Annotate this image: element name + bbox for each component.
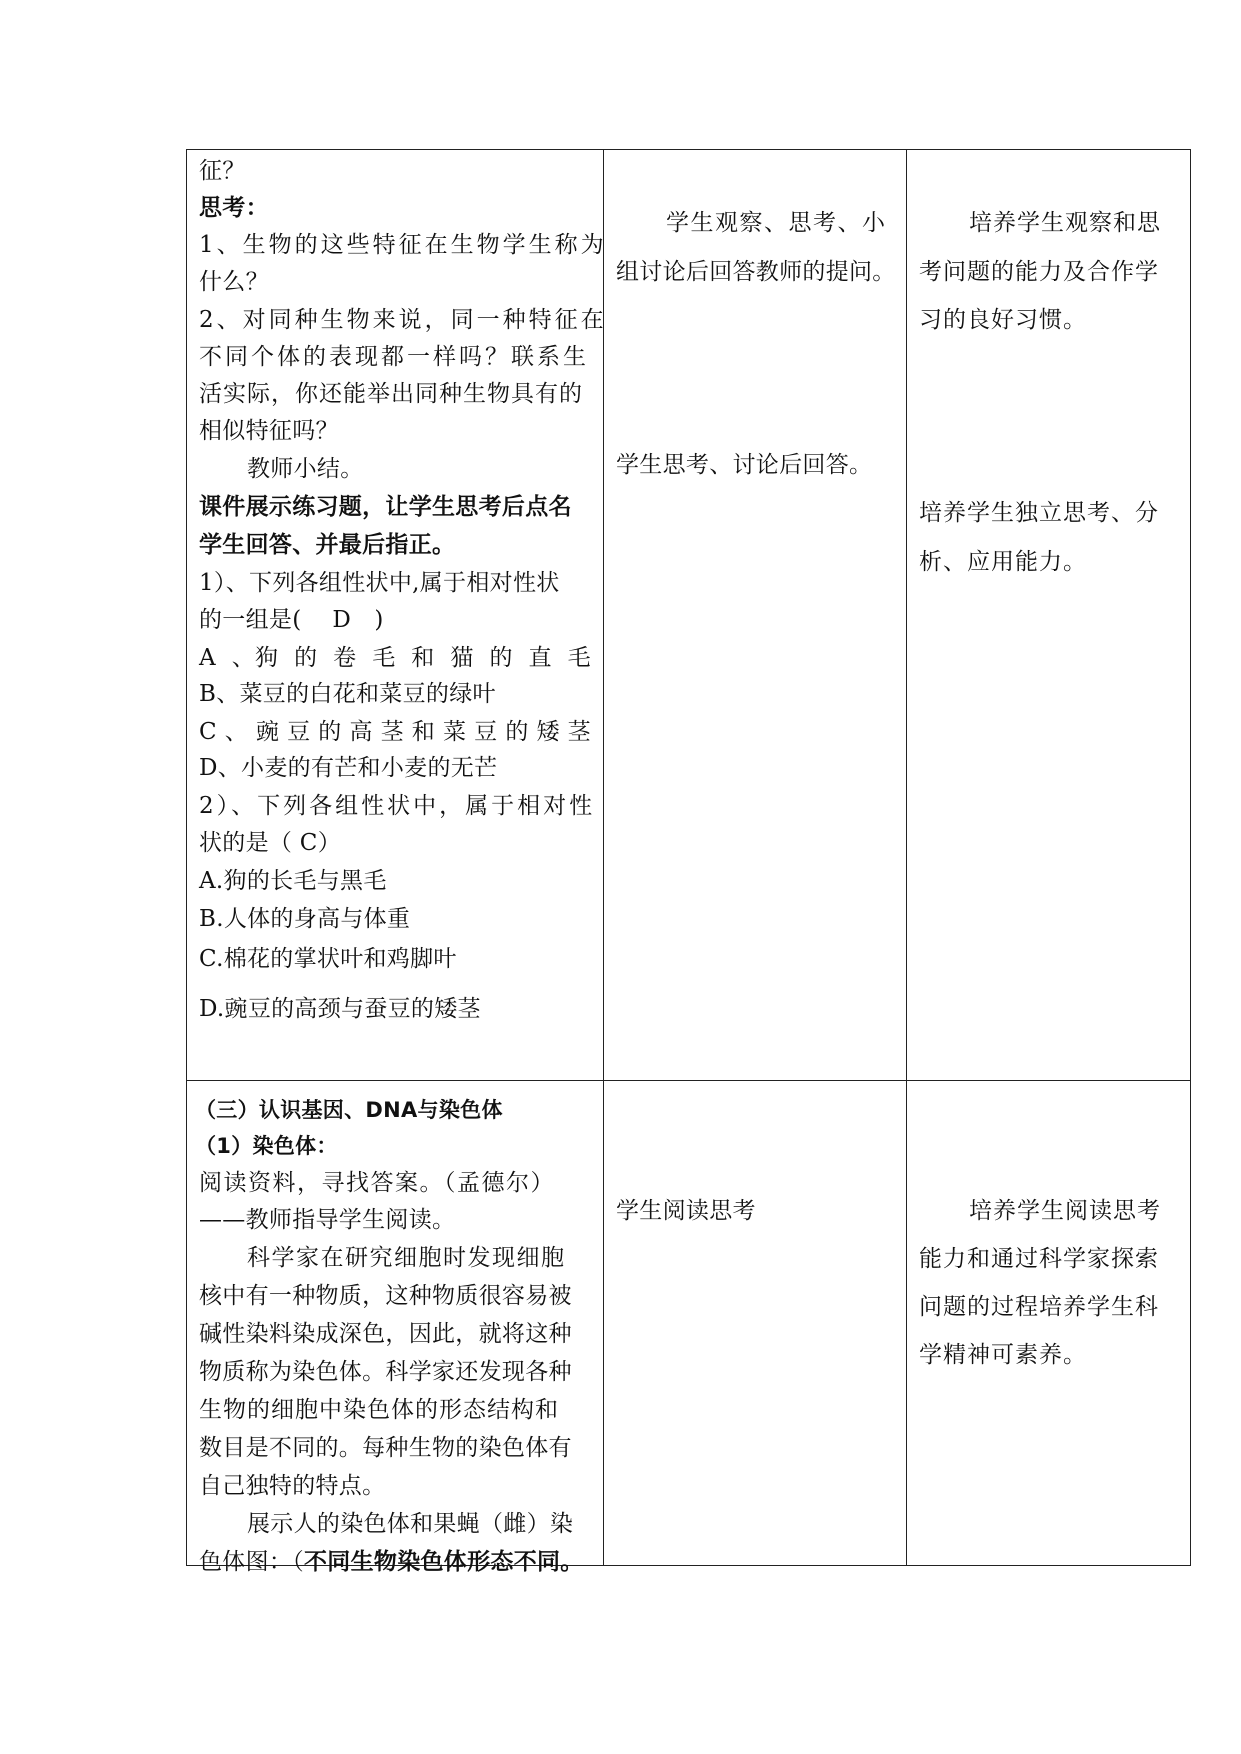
- option-word: 的: [505, 719, 529, 745]
- option-word: 茎: [567, 719, 591, 745]
- exercise-option: D.豌豆的高颈与蚕豆的矮茎: [199, 996, 481, 1022]
- subsection-heading: （1）染色体：: [195, 1134, 338, 1158]
- design-intent-text: 学精神可素养。: [919, 1342, 1087, 1368]
- table-row: [187, 1081, 1191, 1566]
- text-segment: 色体图：（: [199, 1549, 304, 1575]
- design-intent-text: 析、应用能力。: [919, 549, 1087, 575]
- question-line: 相似特征吗？: [199, 418, 339, 444]
- option-word: 豆: [287, 719, 311, 745]
- option-word: 直: [528, 645, 552, 671]
- student-activity-cell: [604, 1081, 907, 1566]
- reading-paragraph-line: 展示人的染色体和果蝇（雌）染: [247, 1511, 574, 1537]
- question-line: 2、对同种生物来说，同一种特征在: [199, 307, 607, 333]
- option-word: 猫: [450, 645, 474, 671]
- exercise-option: D、小麦的有芒和小麦的无芒: [199, 755, 498, 781]
- design-intent-text: 培养学生阅读思考: [969, 1198, 1161, 1224]
- exercise-option: C.棉花的掌状叶和鸡脚叶: [199, 946, 457, 972]
- exercise-question: 状的是（ C）: [199, 830, 342, 856]
- option-word: 的: [489, 645, 513, 671]
- exercise-option: A.狗的长毛与黑毛: [199, 868, 387, 894]
- student-activity-cell: [604, 150, 907, 1081]
- teacher-activity-cell: [187, 1081, 604, 1575]
- option-word: 、狗: [231, 645, 279, 671]
- exercise-option: B、菜豆的白花和菜豆的绿叶: [199, 681, 496, 707]
- design-intent-text: 能力和通过科学家探索: [919, 1246, 1159, 1272]
- option-word: 和: [411, 719, 436, 745]
- reading-paragraph-line: 生物的细胞中染色体的形态结构和: [199, 1397, 559, 1423]
- option-word: A: [199, 645, 216, 671]
- bold-conclusion: 不同生物染色体形态不同。: [304, 1549, 584, 1575]
- design-intent-text: 习的良好习惯。: [919, 307, 1087, 333]
- design-intent-cell: [907, 1081, 1191, 1566]
- option-word: 菜: [442, 719, 467, 745]
- student-activity-text: 学生思考、讨论后回答。: [616, 452, 873, 478]
- exercise-instruction: 学生回答、并最后指正。: [199, 532, 456, 558]
- option-word: 茎: [380, 719, 404, 745]
- student-activity-text: 组讨论后回答教师的提问。: [616, 259, 896, 285]
- reading-paragraph-line: [199, 1547, 584, 1577]
- reading-paragraph-line: 数目是不同的。每种生物的染色体有: [199, 1435, 572, 1461]
- exercise-instruction: 课件展示练习题，让学生思考后点名: [199, 494, 572, 520]
- option-word: 和: [411, 645, 435, 671]
- option-word: 卷: [333, 645, 357, 671]
- table-row: [187, 150, 1191, 1081]
- option-word: 豆: [474, 719, 498, 745]
- reading-paragraph-line: 碱性染料染成深色，因此，就将这种: [199, 1321, 572, 1347]
- exercise-option: B.人体的身高与体重: [199, 906, 411, 932]
- option-word: 的: [318, 719, 342, 745]
- exercise-option: [199, 643, 591, 673]
- option-word: 的: [294, 645, 318, 671]
- design-intent-cell: [907, 150, 1191, 1081]
- reading-paragraph-line: 科学家在研究细胞时发现细胞: [247, 1245, 566, 1271]
- option-word: 毛: [567, 645, 591, 671]
- design-intent-text: 培养学生观察和思: [969, 210, 1161, 236]
- teacher-activity-cell: [187, 150, 607, 1081]
- student-activity-text: 学生观察、思考、小: [666, 210, 887, 236]
- reading-paragraph-line: 自己独特的特点。: [199, 1473, 386, 1499]
- text-line: 征？: [199, 158, 246, 184]
- option-word: 、: [224, 719, 249, 745]
- design-intent-text: 培养学生独立思考、分: [919, 500, 1159, 526]
- exercise-option: [199, 717, 591, 747]
- reading-paragraph-line: 物质称为染色体。科学家还发现各种: [199, 1359, 572, 1385]
- option-word: 高: [349, 719, 373, 745]
- question-line: 1、生物的这些特征在生物学生称为: [199, 232, 607, 258]
- reading-paragraph-line: 核中有一种物质，这种物质很容易被: [199, 1283, 572, 1309]
- section-heading: 思考：: [199, 195, 269, 221]
- section-heading: （三）认识基因、DNA与染色体: [195, 1098, 503, 1122]
- option-word: 豌: [255, 719, 280, 745]
- text-line: 阅读资料，寻找答案。（孟德尔）: [199, 1170, 555, 1196]
- student-activity-text: 学生阅读思考: [616, 1198, 756, 1224]
- exercise-question: 2）、下列各组性状中，属于相对性: [199, 793, 596, 819]
- question-line: 不同个体的表现都一样吗？联系生: [199, 344, 589, 370]
- design-intent-text: 考问题的能力及合作学: [919, 259, 1159, 285]
- exercise-question: 1）、下列各组性状中,属于相对性状: [199, 570, 560, 596]
- design-intent-text: 问题的过程培养学生科: [919, 1294, 1159, 1320]
- option-word: 矮: [536, 719, 560, 745]
- option-word: C: [199, 719, 217, 745]
- teacher-summary: 教师小结。: [247, 456, 364, 482]
- option-word: 毛: [372, 645, 396, 671]
- lesson-plan-table: [186, 149, 1191, 1575]
- question-line: 活实际，你还能举出同种生物具有的: [199, 381, 583, 407]
- question-line: 什么？: [199, 269, 269, 295]
- text-line: ——教师指导学生阅读。: [199, 1207, 456, 1233]
- exercise-question: 的一组是( D ): [199, 607, 384, 633]
